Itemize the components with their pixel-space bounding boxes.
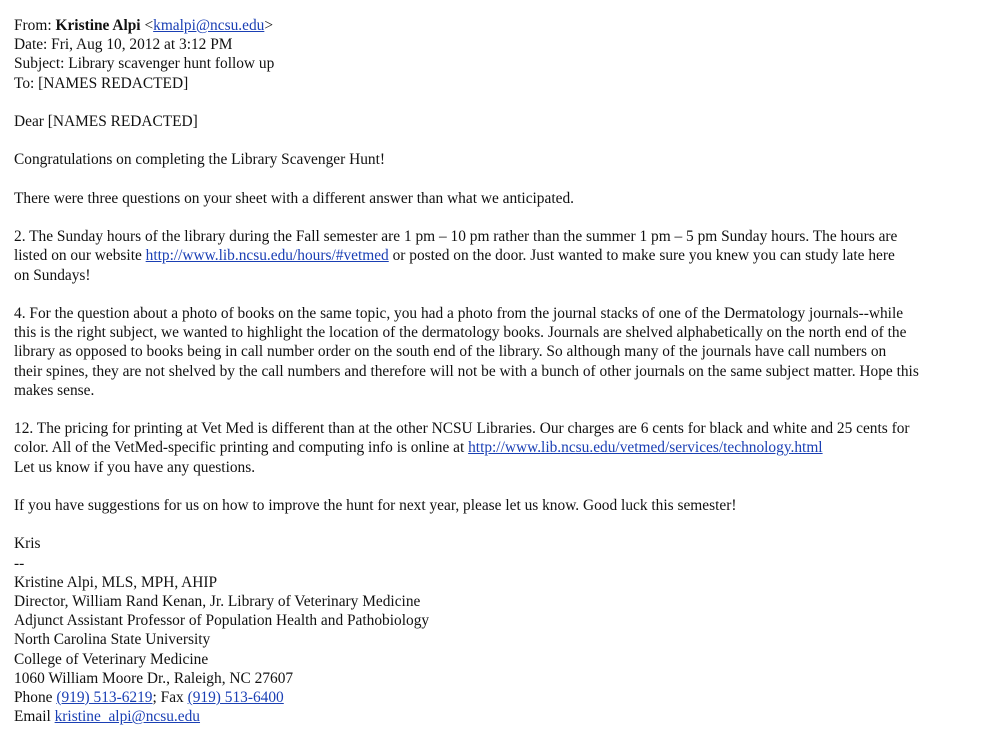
paragraph-line <box>14 438 998 457</box>
signature-separator: -- <box>14 554 25 572</box>
phone-link[interactable]: (919) 513-6219 <box>56 688 153 706</box>
greeting: Dear [NAMES REDACTED] <box>14 113 198 130</box>
paragraph-line: their spines, they are not shelved by the call numbers and therefore will not be with a bunch of other journals on the same subject matter. Hope this <box>14 362 919 380</box>
to-line: To: [NAMES REDACTED] <box>14 74 189 92</box>
question-12-paragraph <box>14 419 998 477</box>
sender-email-link[interactable]: kmalpi@ncsu.edu <box>153 17 265 34</box>
from-line <box>14 16 998 35</box>
intro-paragraph: There were three questions on your sheet with a different answer than what we anticipated. <box>14 189 574 207</box>
spacer <box>14 515 998 534</box>
signature-title: Director, William Rand Kenan, Jr. Library of Veterinary Medicine <box>14 592 421 610</box>
spacer <box>14 285 998 304</box>
paragraph-line: library as opposed to books being in call number order on the south end of the library. So although many of the journals have call numbers on <box>14 343 887 361</box>
signature-address: 1060 William Moore Dr., Raleigh, NC 27607 <box>14 669 294 687</box>
spacer <box>14 131 998 150</box>
signature-block <box>14 534 998 726</box>
paragraph-line: this is the right subject, we wanted to highlight the location of the dermatology books. Journals are shelved alphabetically on the north end of the <box>14 324 907 342</box>
paragraph-text: listed on our website <box>14 247 146 265</box>
sender-name: Kristine Alpi <box>55 17 141 34</box>
signature-name: Kristine Alpi, MLS, MPH, AHIP <box>14 573 218 591</box>
signature-email-line <box>14 707 998 726</box>
paragraph-line: makes sense. <box>14 381 95 399</box>
email-close-bracket: > <box>264 17 274 34</box>
paragraph-text: or posted on the door. Just wanted to make sure you knew you can study late here <box>388 247 895 265</box>
signature-title: Adjunct Assistant Professor of Population Health and Pathobiology <box>14 612 430 630</box>
signature-short-name: Kris <box>14 535 41 553</box>
paragraph-text: color. All of the VetMed-specific printing and computing info is online at <box>14 439 469 457</box>
signature-organization: North Carolina State University <box>14 631 211 649</box>
spacer <box>14 208 998 227</box>
date-line: Date: Fri, Aug 10, 2012 at 3:12 PM <box>14 36 233 54</box>
signature-phone-line <box>14 688 998 707</box>
question-4-paragraph <box>14 304 998 400</box>
paragraph-line: 2. The Sunday hours of the library during the Fall semester are 1 pm – 10 pm rather than the summer 1 pm – 5 pm Sunday hours. The hours are <box>14 228 898 246</box>
suggestions-paragraph: If you have suggestions for us on how to improve the hunt for next year, please let us know. Good luck this semester! <box>14 496 737 514</box>
technology-link[interactable]: http://www.lib.ncsu.edu/vetmed/services/technology.html <box>468 439 823 457</box>
question-2-paragraph <box>14 227 998 285</box>
spacer <box>14 93 998 112</box>
spacer <box>14 170 998 189</box>
paragraph-line: 4. For the question about a photo of books on the same topic, you had a photo from the journal stacks of one of the Dermatology journals--while <box>14 304 904 322</box>
paragraph-line <box>14 246 998 265</box>
phone-label: Phone <box>14 688 57 706</box>
fax-label: ; Fax <box>152 688 188 706</box>
from-label: From: <box>14 17 52 34</box>
email-open-bracket: < <box>144 17 154 34</box>
paragraph-line: 12. The pricing for printing at Vet Med is different than at the other NCSU Libraries. Our charges are 6 cents for black and white and 25 cents for <box>14 420 910 438</box>
email-label: Email <box>14 708 55 726</box>
paragraph-line: Let us know if you have any questions. <box>14 458 256 476</box>
paragraph-line: on Sundays! <box>14 266 91 284</box>
fax-link[interactable]: (919) 513-6400 <box>187 688 284 706</box>
hours-link[interactable]: http://www.lib.ncsu.edu/hours/#vetmed <box>145 247 389 265</box>
subject-line: Subject: Library scavenger hunt follow up <box>14 55 275 73</box>
congrats-paragraph: Congratulations on completing the Library Scavenger Hunt! <box>14 151 385 169</box>
signature-organization: College of Veterinary Medicine <box>14 650 209 668</box>
signature-email-link[interactable]: kristine_alpi@ncsu.edu <box>54 708 201 726</box>
spacer <box>14 400 998 419</box>
spacer <box>14 477 998 496</box>
